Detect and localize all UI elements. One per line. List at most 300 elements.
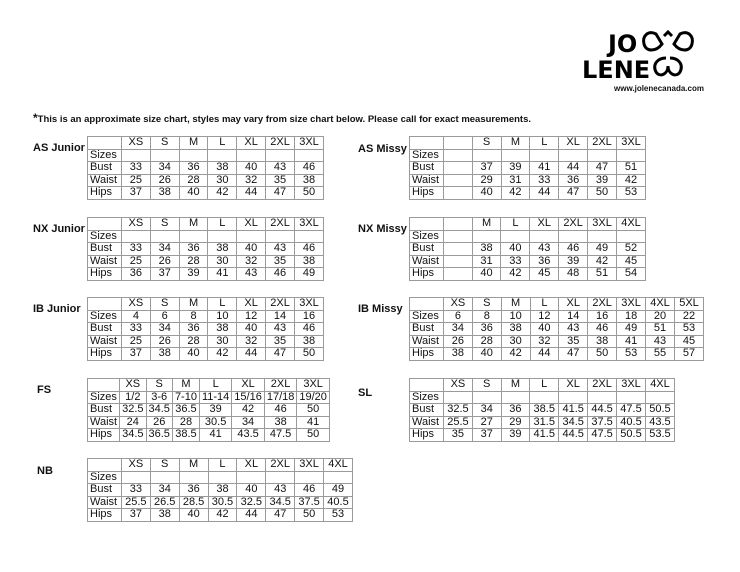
table-cell: 17/18 (264, 391, 297, 404)
table-cell (150, 149, 179, 162)
row-label: Sizes (410, 230, 444, 243)
table-cell: 57 (674, 348, 703, 361)
table-cell: 42 (588, 255, 617, 268)
table-cell: 14 (266, 310, 295, 323)
table-cell: 48 (559, 268, 588, 281)
table-cell: 41 (208, 268, 237, 281)
table-cell (472, 230, 501, 243)
table-cell: 50.5 (617, 429, 646, 442)
row-label: Sizes (88, 471, 122, 484)
table-cell (588, 149, 617, 162)
table-row (410, 404, 675, 417)
table-row (88, 230, 324, 243)
table-row (88, 471, 353, 484)
row-label: Bust (410, 243, 444, 256)
table-cell: 44.5 (588, 404, 617, 417)
table-cell: 51 (616, 162, 645, 175)
table-cell: 31 (472, 255, 501, 268)
table-cell (179, 471, 208, 484)
table-cell (266, 471, 295, 484)
column-header: S (150, 298, 179, 311)
table-cell: 32 (237, 255, 266, 268)
column-header: XL (530, 218, 559, 231)
table-cell: 46 (264, 404, 297, 417)
table-cell: 27 (472, 416, 501, 429)
column-header: XL (237, 137, 266, 150)
column-header: XL (559, 298, 588, 311)
table-cell: 24 (120, 416, 146, 429)
table-cell (443, 391, 472, 404)
table-cell (295, 230, 324, 243)
table-cell: 47 (588, 162, 617, 175)
table-cell (121, 471, 150, 484)
table-cell: 55 (646, 348, 675, 361)
table-cell: 40 (237, 162, 266, 175)
table-row (88, 391, 330, 404)
table-row (410, 187, 646, 200)
table-row (88, 416, 330, 429)
size-table-nx-junior (87, 217, 324, 281)
column-header: M (501, 379, 530, 392)
table-cell: 50 (297, 404, 330, 417)
column-header: M (179, 137, 208, 150)
table-cell (645, 391, 674, 404)
table-cell (324, 471, 353, 484)
table-cell: 38 (588, 335, 617, 348)
row-label: Sizes (88, 391, 120, 404)
table-cell: 38 (208, 243, 237, 256)
table-cell: 43 (237, 268, 266, 281)
table-cell: 33 (121, 323, 150, 336)
table-cell: 25.5 (443, 416, 472, 429)
row-label: Sizes (88, 310, 122, 323)
table-cell: 42 (208, 187, 237, 200)
jolene-logo-mark (578, 28, 708, 86)
row-label: Bust (88, 243, 122, 256)
table-cell: 47 (266, 348, 295, 361)
table-cell: 45 (530, 268, 559, 281)
column-header (410, 298, 444, 311)
column-header: 3XL (295, 459, 324, 472)
table-cell: 51 (588, 268, 617, 281)
table-cell: 3-6 (146, 391, 172, 404)
table-cell (208, 149, 237, 162)
table-cell: 36 (501, 404, 530, 417)
table-row (88, 323, 324, 336)
table-cell: 50.5 (645, 404, 674, 417)
table-cell: 32 (530, 335, 559, 348)
column-header: XL (237, 218, 266, 231)
table-cell: 47.5 (588, 429, 617, 442)
column-header: L (501, 218, 530, 231)
table-cell: 39 (199, 404, 231, 417)
column-header: M (472, 218, 501, 231)
column-header: L (199, 379, 231, 392)
table-cell: 40 (472, 348, 501, 361)
column-header: 2XL (559, 218, 588, 231)
table-row (410, 255, 646, 268)
table-cell: 38 (472, 243, 501, 256)
table-cell: 51 (646, 323, 675, 336)
header-row (88, 459, 353, 472)
table-cell: 38 (150, 348, 179, 361)
column-header: XL (237, 459, 266, 472)
size-table-as-junior (87, 136, 324, 200)
column-header (410, 218, 444, 231)
table-cell: 42 (616, 174, 645, 187)
table-label-as-junior: AS Junior (33, 142, 85, 154)
table-cell: 46 (588, 323, 617, 336)
table-cell (530, 149, 559, 162)
table-cell: 1/2 (120, 391, 146, 404)
table-cell: 36.5 (172, 404, 199, 417)
row-label: Bust (410, 404, 444, 417)
table-cell: 39 (588, 174, 617, 187)
column-header: 2XL (266, 459, 295, 472)
table-cell (150, 471, 179, 484)
table-cell: 30 (208, 255, 237, 268)
row-label: Bust (88, 323, 122, 336)
table-cell: 53.5 (645, 429, 674, 442)
column-header: M (179, 459, 208, 472)
table-cell: 36 (179, 243, 208, 256)
table-row (88, 335, 324, 348)
row-label: Hips (88, 348, 122, 361)
table-cell: 18 (617, 310, 646, 323)
table-cell: 44 (530, 348, 559, 361)
column-header: XS (121, 298, 150, 311)
table-cell: 44 (237, 509, 266, 522)
column-header: L (530, 298, 559, 311)
row-label: Sizes (410, 310, 444, 323)
column-header: M (501, 298, 530, 311)
row-label: Waist (410, 255, 444, 268)
table-label-ib-junior: IB Junior (33, 303, 81, 315)
table-label-ib-missy: IB Missy (358, 303, 403, 315)
table-label-nx-junior: NX Junior (33, 223, 85, 235)
table-label-fs: FS (37, 384, 52, 396)
table-cell: 47.5 (617, 404, 646, 417)
row-label: Waist (88, 335, 122, 348)
table-row (88, 484, 353, 497)
table-cell: 37 (150, 268, 179, 281)
table-row (88, 496, 353, 509)
table-cell: 40 (179, 348, 208, 361)
column-header: XS (121, 218, 150, 231)
table-cell: 32.5 (237, 496, 266, 509)
svg-text:JO: JO (608, 30, 638, 58)
table-cell (530, 391, 559, 404)
table-cell: 49 (617, 323, 646, 336)
table-cell: 46 (559, 243, 588, 256)
size-table-nx-missy (409, 217, 646, 281)
row-label: Bust (410, 323, 444, 336)
table-cell: 50 (295, 348, 324, 361)
column-header: 4XL (646, 298, 675, 311)
table-cell: 45 (617, 255, 646, 268)
table-cell: 40 (472, 268, 501, 281)
table-cell: 10 (208, 310, 237, 323)
table-cell: 16 (295, 310, 324, 323)
column-header: 2XL (266, 298, 295, 311)
table-cell: 10 (501, 310, 530, 323)
table-cell: 38 (208, 323, 237, 336)
table-cell: 42 (232, 404, 265, 417)
table-cell: 4 (121, 310, 150, 323)
table-cell: 47 (266, 187, 295, 200)
table-cell: 30 (208, 174, 237, 187)
column-header: L (208, 459, 237, 472)
table-cell: 36 (530, 255, 559, 268)
table-cell (617, 230, 646, 243)
size-table-as-missy (409, 136, 646, 200)
table-cell: 33 (121, 243, 150, 256)
table-row (410, 348, 704, 361)
column-header: 4XL (645, 379, 674, 392)
table-row (88, 429, 330, 442)
table-cell: 43.5 (232, 429, 265, 442)
table-cell: 38 (295, 335, 324, 348)
table-cell: 44 (237, 348, 266, 361)
table-cell: 36 (559, 174, 588, 187)
table-cell (588, 230, 617, 243)
table-cell (266, 230, 295, 243)
column-header (88, 459, 122, 472)
table-cell (443, 162, 472, 175)
table-cell (295, 149, 324, 162)
table-cell (237, 149, 266, 162)
table-cell (443, 174, 472, 187)
table-cell: 50 (588, 348, 617, 361)
table-cell: 49 (588, 243, 617, 256)
table-cell: 40 (237, 323, 266, 336)
table-cell (501, 391, 530, 404)
row-label: Hips (410, 348, 444, 361)
table-row (410, 162, 646, 175)
row-label: Bust (88, 484, 122, 497)
jolene-logo (578, 28, 708, 92)
asterisk: * (33, 111, 38, 125)
table-cell: 14 (559, 310, 588, 323)
table-cell (237, 471, 266, 484)
row-label: Waist (88, 255, 122, 268)
column-header: XS (443, 298, 472, 311)
table-cell: 44 (530, 187, 559, 200)
column-header: 2XL (588, 137, 617, 150)
table-cell (588, 391, 617, 404)
column-header (443, 218, 472, 231)
table-cell: 28 (179, 174, 208, 187)
table-cell: 40 (530, 323, 559, 336)
column-header: 3XL (617, 298, 646, 311)
header-row (88, 379, 330, 392)
row-label: Waist (410, 335, 444, 348)
table-cell: 49 (324, 484, 353, 497)
table-cell: 34 (232, 416, 265, 429)
row-label: Hips (410, 187, 444, 200)
row-label: Sizes (88, 149, 122, 162)
size-chart-disclaimer (33, 111, 531, 125)
table-cell: 26.5 (150, 496, 179, 509)
table-cell: 25 (121, 255, 150, 268)
table-cell: 42 (208, 348, 237, 361)
table-cell: 28 (179, 255, 208, 268)
table-cell: 53 (616, 187, 645, 200)
table-cell (501, 230, 530, 243)
column-header: L (530, 379, 559, 392)
column-header: XS (121, 459, 150, 472)
table-label-nb: NB (37, 465, 53, 477)
column-header: 3XL (295, 298, 324, 311)
header-row (88, 298, 324, 311)
table-cell (179, 149, 208, 162)
table-cell (530, 230, 559, 243)
table-cell (237, 230, 266, 243)
table-cell: 34 (150, 323, 179, 336)
column-header: M (179, 298, 208, 311)
table-cell: 39 (501, 429, 530, 442)
row-label: Waist (410, 174, 444, 187)
table-cell: 47 (559, 187, 588, 200)
header-row (88, 137, 324, 150)
column-header: 3XL (295, 218, 324, 231)
table-cell: 38 (295, 255, 324, 268)
table-cell (443, 187, 472, 200)
table-cell: 40 (237, 484, 266, 497)
table-cell: 53 (674, 323, 703, 336)
column-header: S (146, 379, 172, 392)
row-label: Hips (88, 268, 122, 281)
table-cell: 38 (208, 484, 237, 497)
column-header: 4XL (324, 459, 353, 472)
table-cell: 35 (266, 255, 295, 268)
table-cell: 47 (266, 509, 295, 522)
svg-text:LENE: LENE (582, 56, 651, 84)
size-table-sl (409, 378, 675, 442)
column-header: XL (559, 137, 588, 150)
table-cell: 37 (121, 509, 150, 522)
table-cell (121, 149, 150, 162)
table-row (88, 243, 324, 256)
table-label-sl: SL (358, 387, 373, 399)
table-cell: 6 (443, 310, 472, 323)
table-cell (179, 230, 208, 243)
table-cell: 30 (208, 335, 237, 348)
header-row (410, 218, 646, 231)
column-header: XL (559, 379, 588, 392)
table-cell: 41.5 (559, 404, 588, 417)
table-cell (443, 255, 472, 268)
table-cell: 43 (646, 335, 675, 348)
table-cell: 38 (150, 509, 179, 522)
table-cell: 41 (617, 335, 646, 348)
table-cell: 34 (150, 484, 179, 497)
table-cell: 25.5 (121, 496, 150, 509)
table-cell: 38 (150, 187, 179, 200)
table-cell: 32.5 (120, 404, 146, 417)
row-label: Bust (410, 162, 444, 175)
table-cell: 37 (121, 187, 150, 200)
table-cell: 40 (179, 509, 208, 522)
table-cell: 43 (266, 162, 295, 175)
table-cell: 49 (295, 268, 324, 281)
table-row (410, 243, 646, 256)
table-cell: 16 (588, 310, 617, 323)
table-cell: 26 (146, 416, 172, 429)
table-cell (208, 230, 237, 243)
table-cell (208, 471, 237, 484)
table-cell: 42 (208, 509, 237, 522)
header-row (410, 379, 675, 392)
table-cell (617, 391, 646, 404)
table-cell: 34 (150, 243, 179, 256)
column-header: 3XL (588, 218, 617, 231)
column-header: S (150, 218, 179, 231)
table-cell (472, 149, 501, 162)
column-header: 4XL (617, 218, 646, 231)
table-cell: 30.5 (208, 496, 237, 509)
table-cell: 36.5 (146, 429, 172, 442)
table-cell: 36 (121, 268, 150, 281)
table-cell: 43 (266, 243, 295, 256)
table-cell: 31 (501, 174, 530, 187)
butterfly-icon (644, 32, 693, 75)
table-cell: 37.5 (588, 416, 617, 429)
table-cell: 40 (237, 243, 266, 256)
table-cell: 28 (472, 335, 501, 348)
table-cell: 38 (443, 348, 472, 361)
table-cell: 53 (324, 509, 353, 522)
table-cell (501, 149, 530, 162)
column-header (88, 137, 122, 150)
column-header (88, 379, 120, 392)
column-header: S (472, 298, 501, 311)
column-header: XS (443, 379, 472, 392)
table-row (410, 323, 704, 336)
column-header (88, 218, 122, 231)
table-cell: 37 (472, 429, 501, 442)
table-cell: 41 (530, 162, 559, 175)
column-header: 5XL (674, 298, 703, 311)
column-header: 2XL (266, 137, 295, 150)
table-cell: 50 (295, 187, 324, 200)
table-cell (443, 230, 472, 243)
table-cell: 38 (295, 174, 324, 187)
table-cell (559, 230, 588, 243)
table-cell: 29 (472, 174, 501, 187)
table-cell: 41 (297, 416, 330, 429)
table-cell: 43 (266, 323, 295, 336)
table-row (410, 391, 675, 404)
column-header: L (530, 137, 559, 150)
column-header: 3XL (295, 137, 324, 150)
table-cell: 42 (501, 348, 530, 361)
column-header (410, 137, 444, 150)
table-cell: 37 (472, 162, 501, 175)
table-cell: 15/16 (232, 391, 265, 404)
size-table-ib-junior (87, 297, 324, 361)
table-cell: 26 (443, 335, 472, 348)
table-cell: 36 (179, 162, 208, 175)
size-table-ib-missy (409, 297, 704, 361)
table-row (88, 404, 330, 417)
table-cell: 44.5 (559, 429, 588, 442)
table-cell: 35 (559, 335, 588, 348)
table-cell: 8 (179, 310, 208, 323)
column-header (410, 379, 444, 392)
row-label: Hips (88, 509, 122, 522)
table-row (88, 348, 324, 361)
